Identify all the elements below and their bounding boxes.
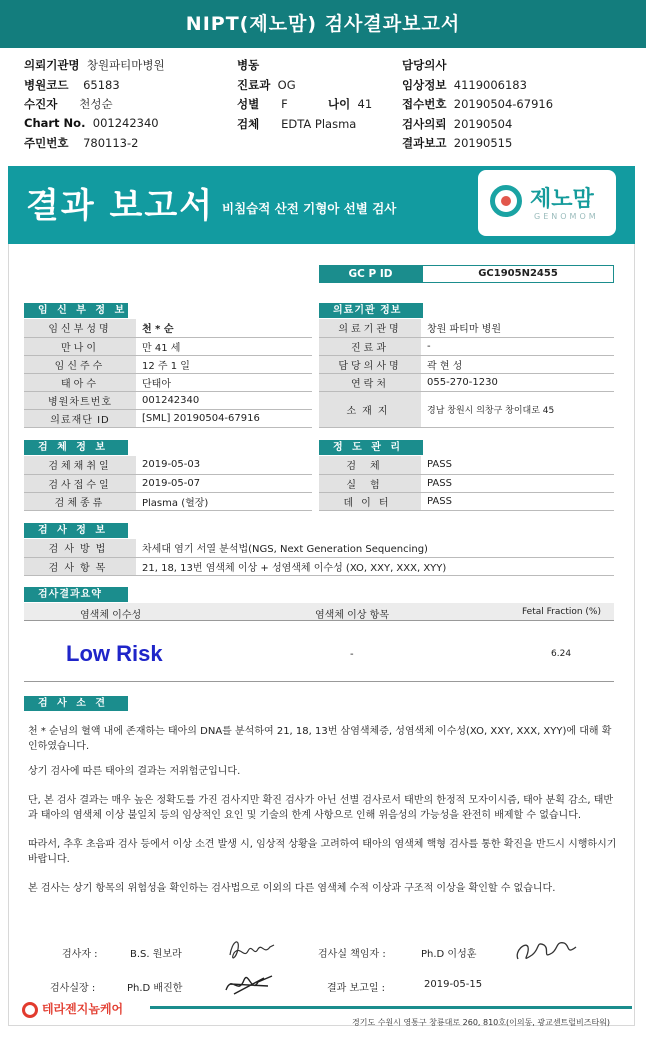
lead-name: Ph.D 이성훈 <box>421 949 477 960</box>
header-field: 의뢰기관명 창원파티마병원 <box>24 58 165 72</box>
company-name: 테라젠지놈케어 <box>42 1002 124 1016</box>
logo-name: 제노맘 <box>530 187 594 212</box>
chief-signature-icon <box>222 966 278 1000</box>
pregnant-table <box>24 319 312 428</box>
gcp-id-value: GC1905N2455 <box>422 265 614 283</box>
section-summary: 검사결과요약 <box>24 587 128 602</box>
table-row: 검사항목 21, 18, 13번 염색체 이상 + 성염색체 이수성 (XO, XXY, XXX, XYY) <box>24 557 614 575</box>
header-field: 결과보고 20190515 <box>402 136 513 150</box>
opinion-paragraph: 상기 검사에 따른 태아의 결과는 저위험군입니다. <box>28 766 241 777</box>
footer-divider <box>150 1006 632 1009</box>
header-field: 담당의사 <box>402 58 447 72</box>
banner-title: 결과 보고서 <box>26 186 215 226</box>
header-field: 검체 EDTA Plasma <box>237 117 357 131</box>
table-row: 의료기관명 창원 파티마 병원 <box>319 319 614 337</box>
header-field: 병동 <box>237 58 260 72</box>
chief-label: 검사실장 : <box>50 983 96 994</box>
table-row: 검사접수일 2019-05-07 <box>24 474 312 492</box>
opinion-paragraph: 따라서, 추후 초음파 검사 등에서 이상 소견 발생 시, 임상적 상황을 고려하여 태아의 염색체 핵형 검사를 통한 확진을 반드시 시행하시기 바랍니다. <box>28 839 617 865</box>
table-row: 만나이 만 41 세 <box>24 337 312 355</box>
banner-subtitle: 비침습적 산전 기형아 선별 검사 <box>222 201 397 216</box>
risk-result: Low Risk <box>66 641 163 666</box>
fetal-fraction-value: 6.24 <box>551 649 572 659</box>
table-row: 실험 PASS <box>319 474 614 492</box>
table-row: 의료재단 ID [SML] 20190504-67916 <box>24 409 312 427</box>
header-field: 병원코드 65183 <box>24 78 120 92</box>
section-opinion: 검 사 소 견 <box>24 696 128 711</box>
section-specimen: 검 체 정 보 <box>24 440 128 455</box>
opinion-paragraph: 천 * 순님의 혈액 내에 존재하는 태아의 DNA를 분석하여 21, 18, 13번 삼염색체증, 성염색체 이수성(XO, XXY, XXX, XYY)에 대해 확인하였습니다. <box>28 726 612 752</box>
summary-col-abnormal: 염색체 이상 항목 <box>315 610 389 621</box>
summary-divider <box>24 681 614 682</box>
section-institution: 의료기관 정보 <box>319 303 423 318</box>
table-row: 담당의사명 곽 현 성 <box>319 355 614 373</box>
table-row: 검체채취일 2019-05-03 <box>24 456 312 474</box>
header-field: 임상정보 4119006183 <box>402 78 527 92</box>
table-row: 소재지 경남 창원시 의창구 창이대로 45 <box>319 391 614 427</box>
table-row: 데이터 PASS <box>319 492 614 510</box>
lead-label: 검사실 책임자 : <box>318 949 386 960</box>
table-row: 병원차트번호 001242340 <box>24 391 312 409</box>
header-field: 검사의뢰 20190504 <box>402 117 513 131</box>
genomom-logo <box>478 170 616 236</box>
header-field: 성별 F <box>237 97 288 111</box>
summary-header <box>24 603 614 621</box>
table-row: 검체종류 Plasma (혈장) <box>24 492 312 510</box>
tester-name: B.S. 원보라 <box>130 949 182 960</box>
summary-col-aneuploidy: 염색체 이수성 <box>80 610 142 621</box>
tester-signature-icon <box>226 933 278 967</box>
institution-table <box>319 319 614 428</box>
company-logo-icon <box>22 1002 38 1018</box>
specimen-table <box>24 456 312 511</box>
table-row: 임신주수 12 주 1 일 <box>24 355 312 373</box>
table-row: 태아수 단태아 <box>24 373 312 391</box>
opinion-paragraph: 본 검사는 상기 항목의 위험성을 확인하는 검사법으로 이외의 다른 염색체 수적 이상과 구조적 이상을 확인할 수 없습니다. <box>28 883 556 894</box>
genomom-logo-icon <box>490 185 522 217</box>
lead-signature-icon <box>512 933 582 969</box>
report-date-label: 결과 보고일 : <box>327 983 386 994</box>
logo-en: GENOMOM <box>534 212 599 221</box>
gcp-id-label: GC P ID <box>319 265 422 283</box>
opinion-paragraph: 단, 본 검사 결과는 매우 높은 정확도를 가진 검사지만 확진 검사가 아닌 선별 검사로서 태반의 한정적 모자이시즘, 태아 분획 감소, 태반과 태아의 염색체 이상 불일치 등의 임상적인 요인 및 기술의 한계 사항으로 인해 위음성의 가능성을 완전히 배제할 수 없습니다. <box>28 795 614 821</box>
table-row: 진료과 - <box>319 337 614 355</box>
test-table <box>24 539 614 576</box>
qc-table <box>319 456 614 511</box>
tester-label: 검사자 : <box>62 949 98 960</box>
header-field: 수진자 천성순 <box>24 97 113 111</box>
header-field: 주민번호 780113-2 <box>24 136 139 150</box>
table-row: 검체 PASS <box>319 456 614 474</box>
header-field: Chart No. 001242340 <box>24 116 159 130</box>
report-date-value: 2019-05-15 <box>424 979 483 990</box>
report-title: NIPT(제노맘) 검사결과보고서 <box>0 0 646 48</box>
header-field: 나이 41 <box>328 97 373 111</box>
table-row: 검사방법 차세대 염기 서열 분석법(NGS, Next Generation Sequencing) <box>24 539 614 557</box>
table-row: 연락처 055-270-1230 <box>319 373 614 391</box>
company-logo <box>22 1000 123 1018</box>
chief-name: Ph.D 배진한 <box>127 983 183 994</box>
section-test: 검 사 정 보 <box>24 523 128 538</box>
section-pregnant: 임 신 부 정 보 <box>24 303 128 318</box>
section-qc: 정 도 관 리 <box>319 440 423 455</box>
company-address: 경기도 수원시 영통구 창룡대로 260, 810호(이의동, 광교센트럴비즈타워) <box>352 1018 611 1027</box>
header-field: 진료과 OG <box>237 78 296 92</box>
summary-col-ff: Fetal Fraction (%) <box>522 607 601 617</box>
header-field: 접수번호 20190504-67916 <box>402 97 554 111</box>
summary-item-value: - <box>350 649 354 660</box>
table-row: 임신부성명 천 * 순 <box>24 319 312 337</box>
